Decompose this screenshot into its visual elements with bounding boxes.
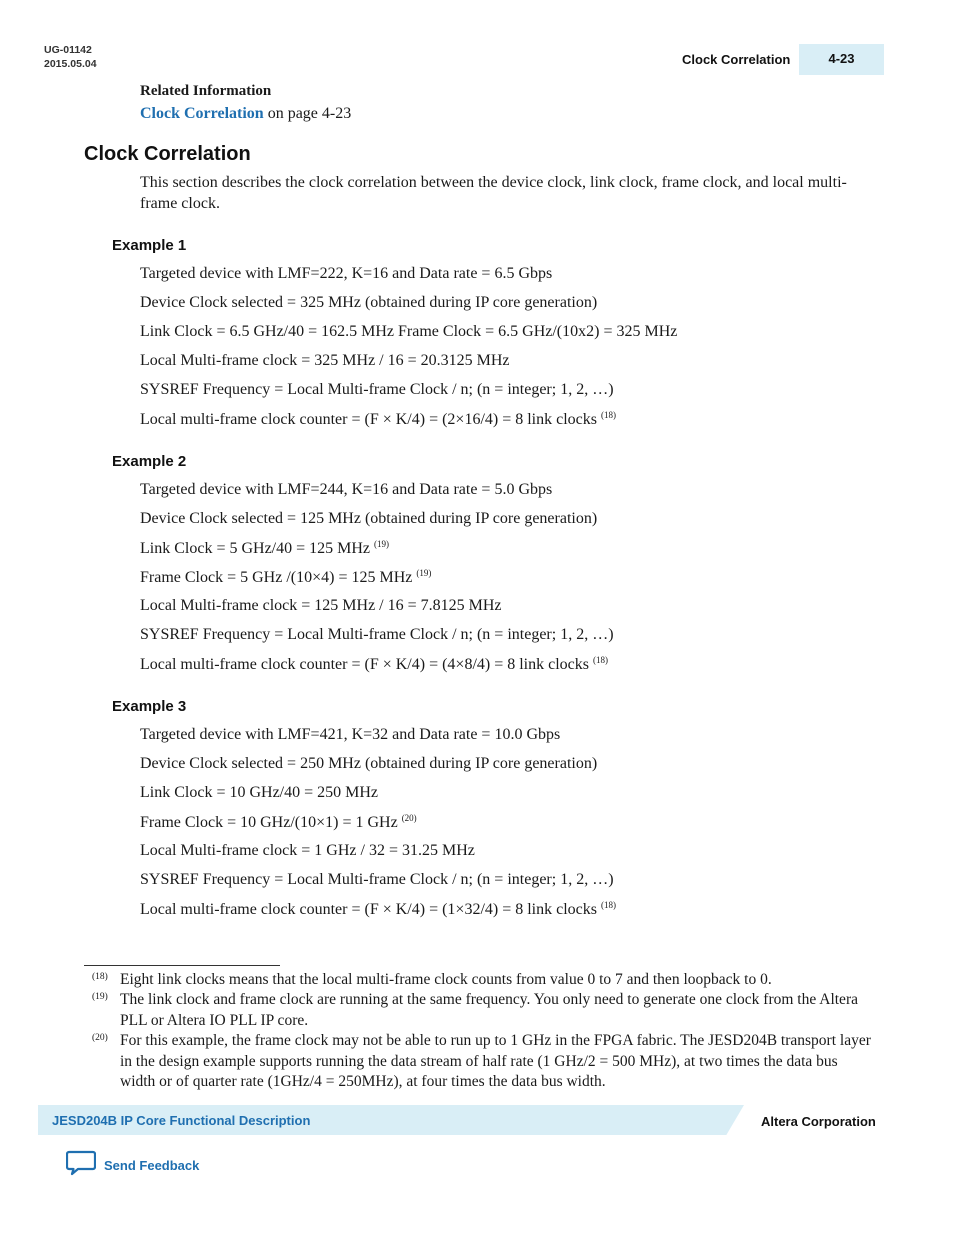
page-number-badge: 4-23 [799,44,884,75]
example-line: Local Multi-frame clock = 1 GHz / 32 = 31.25 MHz [140,842,475,859]
footnote-text: The link clock and frame clock are running at the same frequency. You only need to generate one clock from the Altera PLL or Altera IO PLL IP core. [120,991,858,1029]
example-line: Local Multi-frame clock = 125 MHz / 16 = 7.8125 MHz [140,597,502,614]
related-information-label: Related Information [140,83,272,99]
example-line: Frame Clock = 5 GHz /(10×4) = 125 MHz $^{(19)}$ [140,568,432,586]
example-line: Link Clock = 5 GHz/40 = 125 MHz $^{(19)}$ [140,539,390,557]
document-id: UG-01142 [44,44,92,56]
footnote-reference[interactable]: (18) [593,655,608,665]
footer-chapter-title[interactable]: JESD204B IP Core Functional Description [52,1113,311,1128]
example-1-heading: Example 1 [112,237,187,254]
footnote-number: (20) [92,1033,108,1043]
example-line: Device Clock selected = 125 MHz (obtained during IP core generation) [140,510,598,527]
footnote-reference[interactable]: (19) [416,568,432,578]
example-line: Local multi-frame clock counter = (F × K/4) = (4×8/4) = 8 link clocks $^{(18)}$ [140,655,608,673]
footer-company: Altera Corporation [761,1114,876,1129]
footnote-text: Eight link clocks means that the local multi-frame clock counts from value 0 to 7 and then loopback to 0. [120,971,772,988]
related-information-line [140,105,351,123]
related-page-reference: on page 4-23 [263,105,352,122]
footnote-reference[interactable]: (18) [601,410,616,420]
footnote-text: For this example, the frame clock may not be able to run up to 1 GHz in the FPGA fabric. The JESD204B transport layer in the design example supports running the data stream of half rate (1 GHz/2 = 500 MHz), at two times the data bus width or of quarter rate (1GHz/4 = 250MHz), at four times the data bus width. [120,1032,871,1090]
example-2-heading: Example 2 [112,453,187,470]
example-line: Device Clock selected = 325 MHz (obtained during IP core generation) [140,294,598,311]
document-date: 2015.05.04 [44,58,97,70]
example-line: Local multi-frame clock counter = (F × K/4) = (2×16/4) = 8 link clocks $^{(18)}$ [140,410,616,428]
example-line: Targeted device with LMF=222, K=16 and Data rate = 6.5 Gbps [140,265,553,282]
clock-correlation-link[interactable]: Clock Correlation [140,105,264,122]
footnote-reference[interactable]: (20) [401,813,417,823]
example-line: Local Multi-frame clock = 325 MHz / 16 = 20.3125 MHz [140,352,510,369]
section-title: Clock Correlation [84,143,251,165]
footnote-18 [92,970,872,991]
example-line: SYSREF Frequency = Local Multi-frame Clock / n; (n = integer; 1, 2, …) [140,871,614,888]
speech-bubble-icon [66,1150,96,1181]
example-line: Link Clock = 6.5 GHz/40 = 162.5 MHz Frame Clock = 6.5 GHz/(10x2) = 325 MHz [140,323,678,340]
section-intro: This section describes the clock correlation between the device clock, link clock, frame clock, and local multi-frame clock. [140,174,847,212]
example-3-heading: Example 3 [112,698,187,715]
send-feedback-button[interactable] [66,1150,199,1181]
footnote-reference[interactable]: (18) [601,900,616,910]
example-line: SYSREF Frequency = Local Multi-frame Clock / n; (n = integer; 1, 2, …) [140,381,614,398]
footnote-reference[interactable]: (19) [374,539,390,549]
send-feedback-label: Send Feedback [104,1158,200,1173]
document-id-block [44,43,97,71]
example-line: Device Clock selected = 250 MHz (obtained during IP core generation) [140,755,598,772]
footnote-number: (19) [92,992,108,1002]
footnote-20 [92,1031,872,1093]
example-line: Targeted device with LMF=421, K=32 and Data rate = 10.0 Gbps [140,726,561,743]
example-line: Targeted device with LMF=244, K=16 and Data rate = 5.0 Gbps [140,481,553,498]
example-line: Link Clock = 10 GHz/40 = 250 MHz [140,784,379,801]
footnote-divider [84,965,280,966]
footnote-19 [92,990,872,1031]
example-line: Local multi-frame clock counter = (F × K/4) = (1×32/4) = 8 link clocks $^{(18)}$ [140,900,616,918]
running-header-title: Clock Correlation [682,52,791,67]
footnote-number: (18) [92,972,108,982]
example-line: SYSREF Frequency = Local Multi-frame Clock / n; (n = integer; 1, 2, …) [140,626,614,643]
example-line: Frame Clock = 10 GHz/(10×1) = 1 GHz $^{(20)}$ [140,813,417,831]
